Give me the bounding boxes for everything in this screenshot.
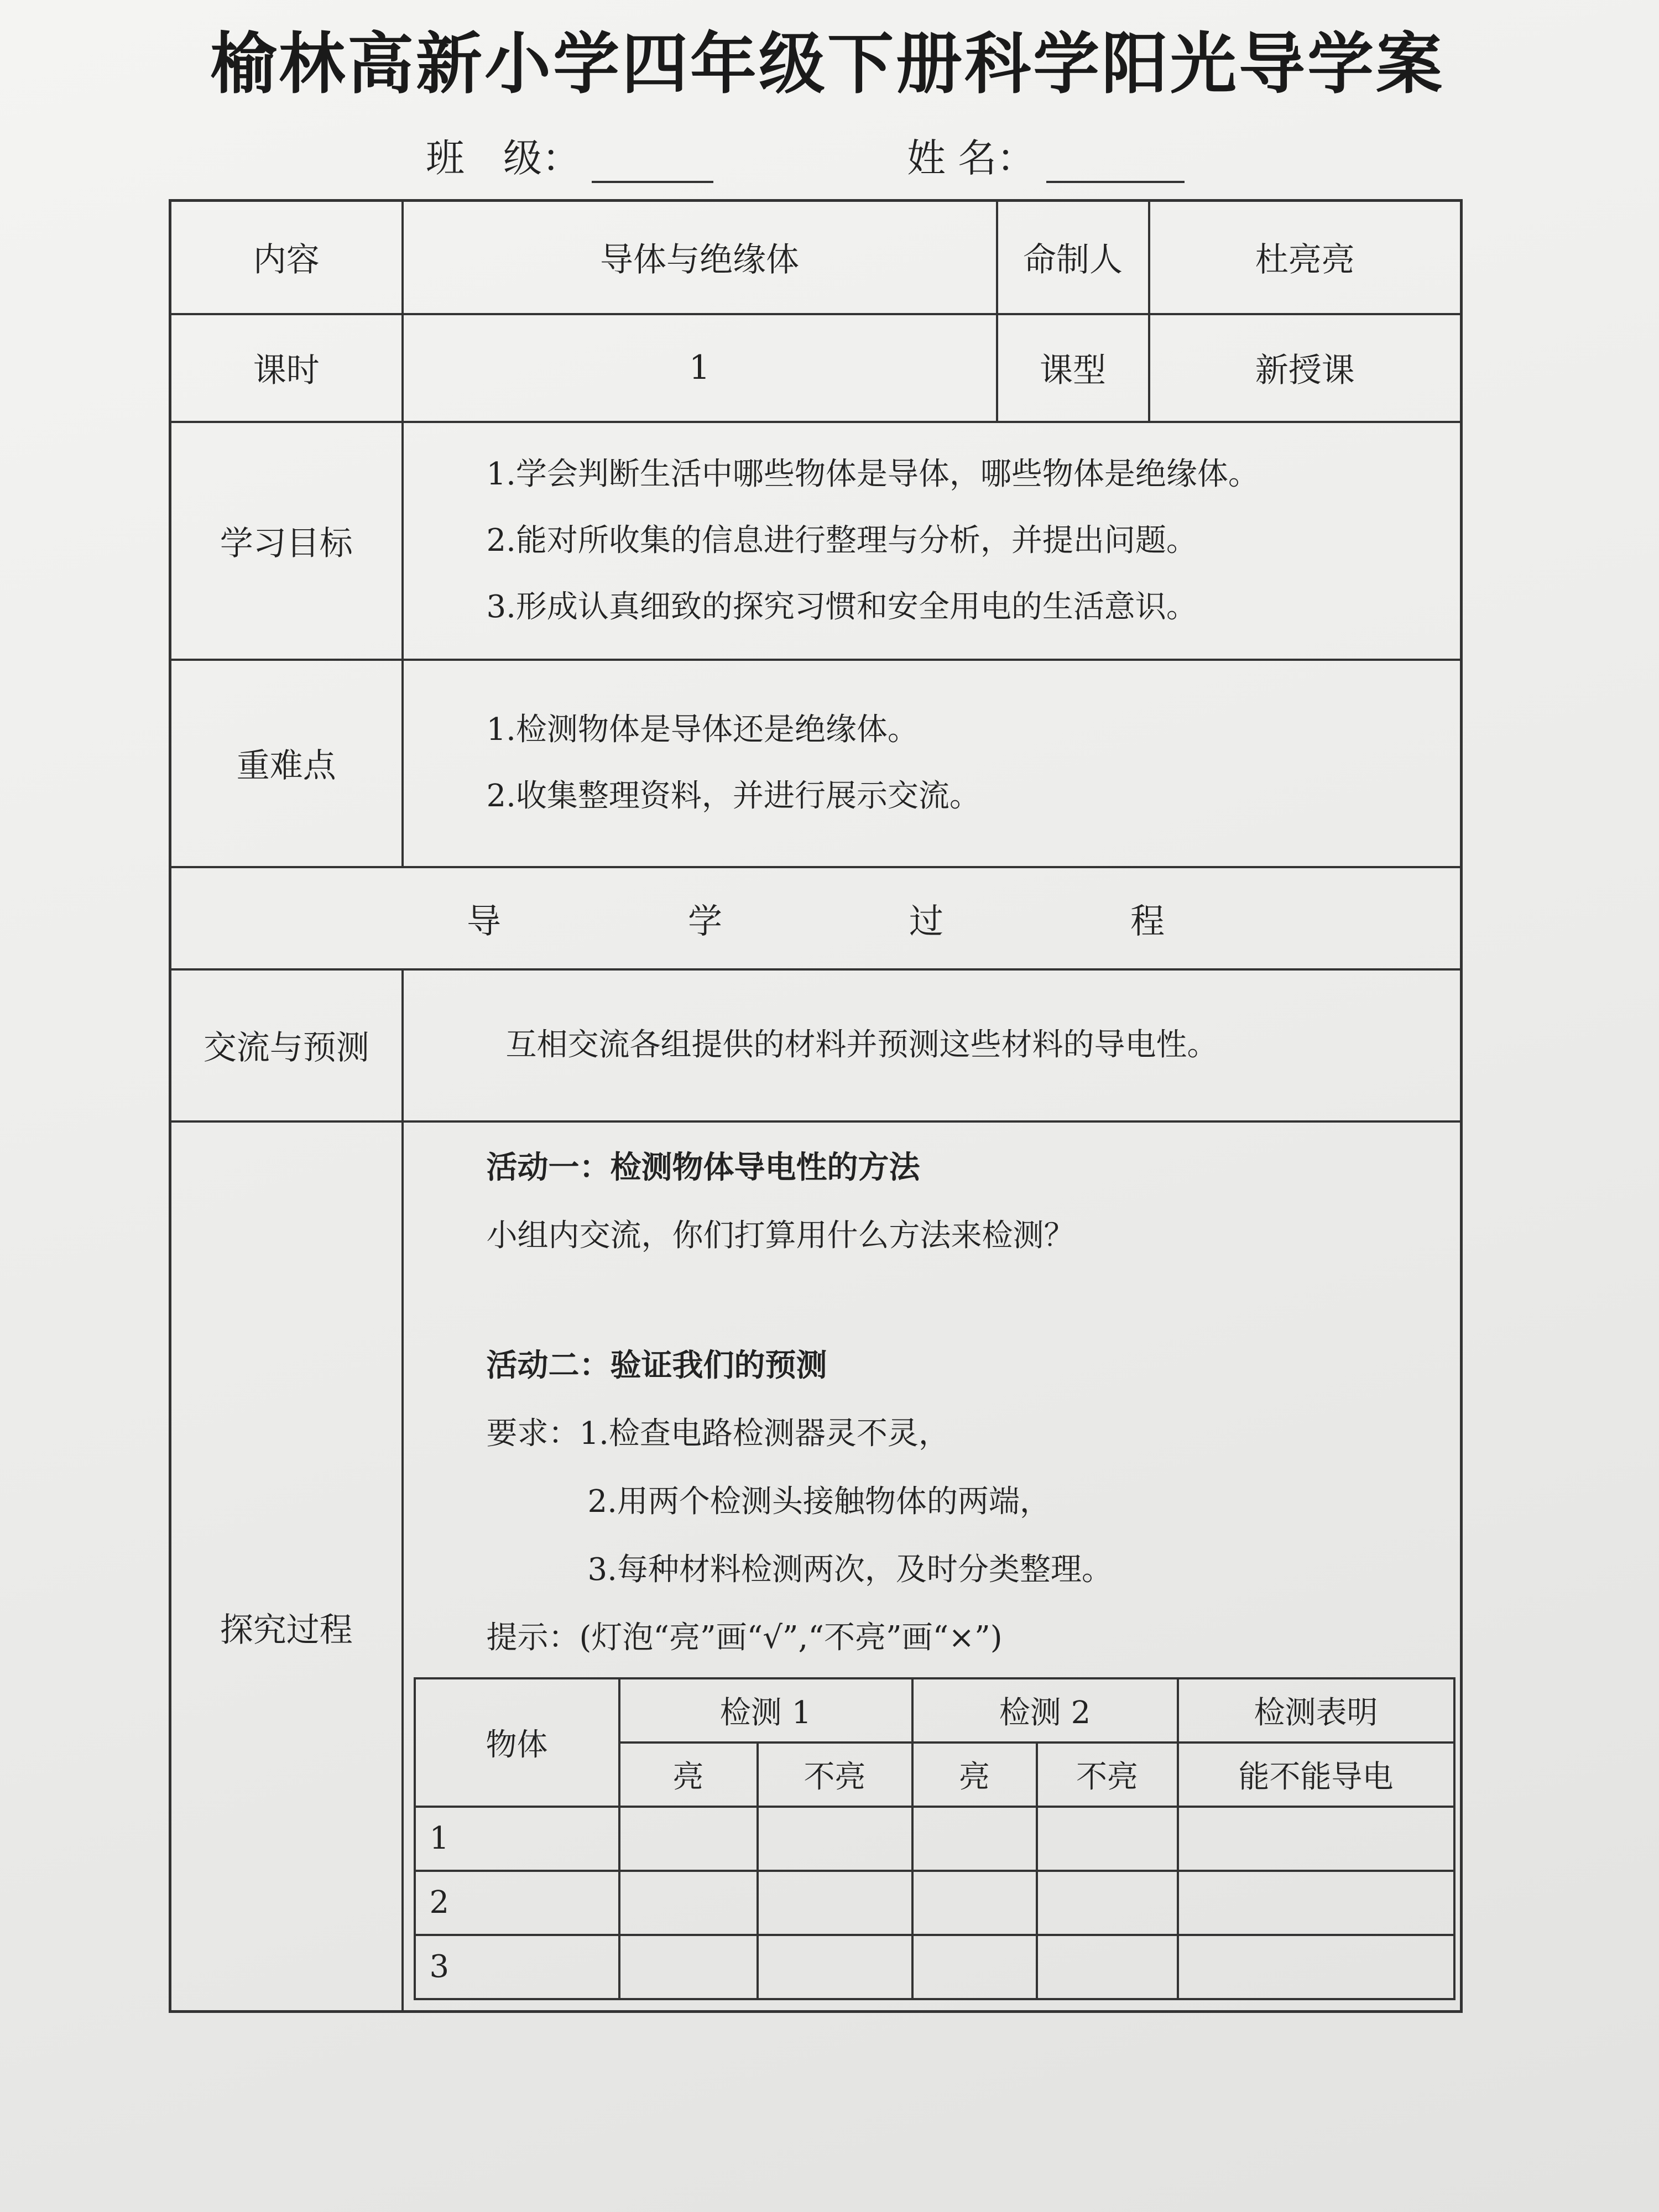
hint-text: 提示：(灯泡“亮”画“√”,“不亮”画“×”)	[486, 1619, 1003, 1656]
answer-cell[interactable]	[758, 1935, 912, 1999]
row-number: 1	[415, 1807, 619, 1871]
key-point-item: 2.收集整理资料，并进行展示交流。	[486, 778, 980, 814]
table-row	[415, 1935, 1454, 1999]
objectives-list	[403, 422, 1462, 660]
key-points-label: 重难点	[170, 660, 403, 867]
requirement-3: 3.每种材料检测两次，及时分类整理。	[587, 1551, 1113, 1588]
answer-cell[interactable]	[912, 1807, 1037, 1871]
answer-cell[interactable]	[1178, 1935, 1454, 1999]
activity1-title: 活动一：检测物体导电性的方法	[486, 1149, 920, 1186]
requirement-text: 1.检查电路检测器灵不灵，	[579, 1415, 950, 1452]
name-blank[interactable]	[1046, 148, 1185, 183]
process-char: 导	[466, 900, 501, 941]
exchange-text: 互相交流各组提供的材料并预测这些材料的导电性。	[403, 969, 1462, 1121]
answer-cell[interactable]	[1037, 1807, 1178, 1871]
object-header: 物体	[415, 1678, 619, 1807]
key-points-row	[170, 660, 1462, 867]
table-row	[415, 1871, 1454, 1935]
exchange-row	[170, 969, 1462, 1121]
content-row	[170, 201, 1462, 314]
name-label: 姓 名：	[907, 135, 1036, 181]
class-label: 班 级：	[426, 135, 581, 181]
objectives-row	[170, 422, 1462, 660]
inquiry-content	[403, 1121, 1462, 2012]
answer-cell[interactable]	[619, 1871, 758, 1935]
test1-header: 检测 1	[619, 1678, 912, 1743]
requirement-1	[487, 1400, 1460, 1468]
answer-cell[interactable]	[1178, 1807, 1454, 1871]
page-title: 榆林高新小学四年级下册科学阳光导学案	[210, 26, 1444, 103]
row-number: 2	[415, 1871, 619, 1935]
inquiry-row	[170, 1121, 1462, 2012]
answer-cell[interactable]	[1037, 1871, 1178, 1935]
lesson-plan-table	[169, 199, 1463, 2013]
activity1-text: 小组内交流，你们打算用什么方法来检测？	[486, 1217, 1075, 1254]
answer-cell[interactable]	[1178, 1871, 1454, 1935]
content-label: 内容	[170, 201, 403, 314]
answer-cell[interactable]	[619, 1807, 758, 1871]
answer-cell[interactable]	[912, 1871, 1037, 1935]
name-field	[907, 127, 1185, 183]
requirement-label: 要求：	[486, 1415, 580, 1452]
conduct-header: 能不能导电	[1178, 1743, 1454, 1807]
class-blank[interactable]	[592, 148, 713, 183]
period-value: 1	[403, 314, 997, 422]
objective-item: 2.能对所收集的信息进行整理与分析，并提出问题。	[486, 522, 1197, 559]
process-char: 过	[909, 900, 943, 941]
objective-item: 3.形成认真细致的探究习惯和安全用电的生活意识。	[486, 588, 1197, 625]
objectives-label: 学习目标	[170, 422, 403, 660]
key-points-list	[403, 660, 1462, 867]
row-number: 3	[415, 1935, 619, 1999]
process-char: 程	[1130, 900, 1165, 941]
answer-cell[interactable]	[758, 1807, 912, 1871]
test1-on-header: 亮	[619, 1743, 758, 1807]
class-field	[426, 127, 713, 183]
key-point-item: 1.检测物体是导体还是绝缘体。	[486, 712, 919, 748]
activity2-title: 活动二：验证我们的预测	[486, 1347, 827, 1384]
test2-on-header: 亮	[912, 1743, 1037, 1807]
result-header: 检测表明	[1178, 1678, 1454, 1743]
inquiry-label: 探究过程	[170, 1121, 403, 2012]
type-value: 新授课	[1149, 314, 1462, 422]
test2-off-header: 不亮	[1037, 1743, 1178, 1807]
exchange-label: 交流与预测	[170, 969, 403, 1121]
test-record-table	[414, 1677, 1455, 2000]
author-label: 命制人	[997, 201, 1149, 314]
requirement-2: 2.用两个检测头接触物体的两端，	[587, 1483, 1051, 1520]
answer-cell[interactable]	[758, 1871, 912, 1935]
author-value: 杜亮亮	[1149, 201, 1462, 314]
answer-cell[interactable]	[619, 1935, 758, 1999]
process-heading-row	[170, 867, 1462, 969]
process-heading	[170, 867, 1462, 969]
answer-cell[interactable]	[1037, 1935, 1178, 1999]
objective-item: 1.学会判断生活中哪些物体是导体，哪些物体是绝缘体。	[486, 456, 1259, 492]
content-value: 导体与绝缘体	[403, 201, 997, 314]
test-header-row	[415, 1678, 1454, 1743]
period-row	[170, 314, 1462, 422]
process-char: 学	[687, 900, 722, 941]
test1-off-header: 不亮	[758, 1743, 912, 1807]
answer-cell[interactable]	[912, 1935, 1037, 1999]
table-row	[415, 1807, 1454, 1871]
type-label: 课型	[997, 314, 1149, 422]
test2-header: 检测 2	[912, 1678, 1178, 1743]
period-label: 课时	[170, 314, 403, 422]
